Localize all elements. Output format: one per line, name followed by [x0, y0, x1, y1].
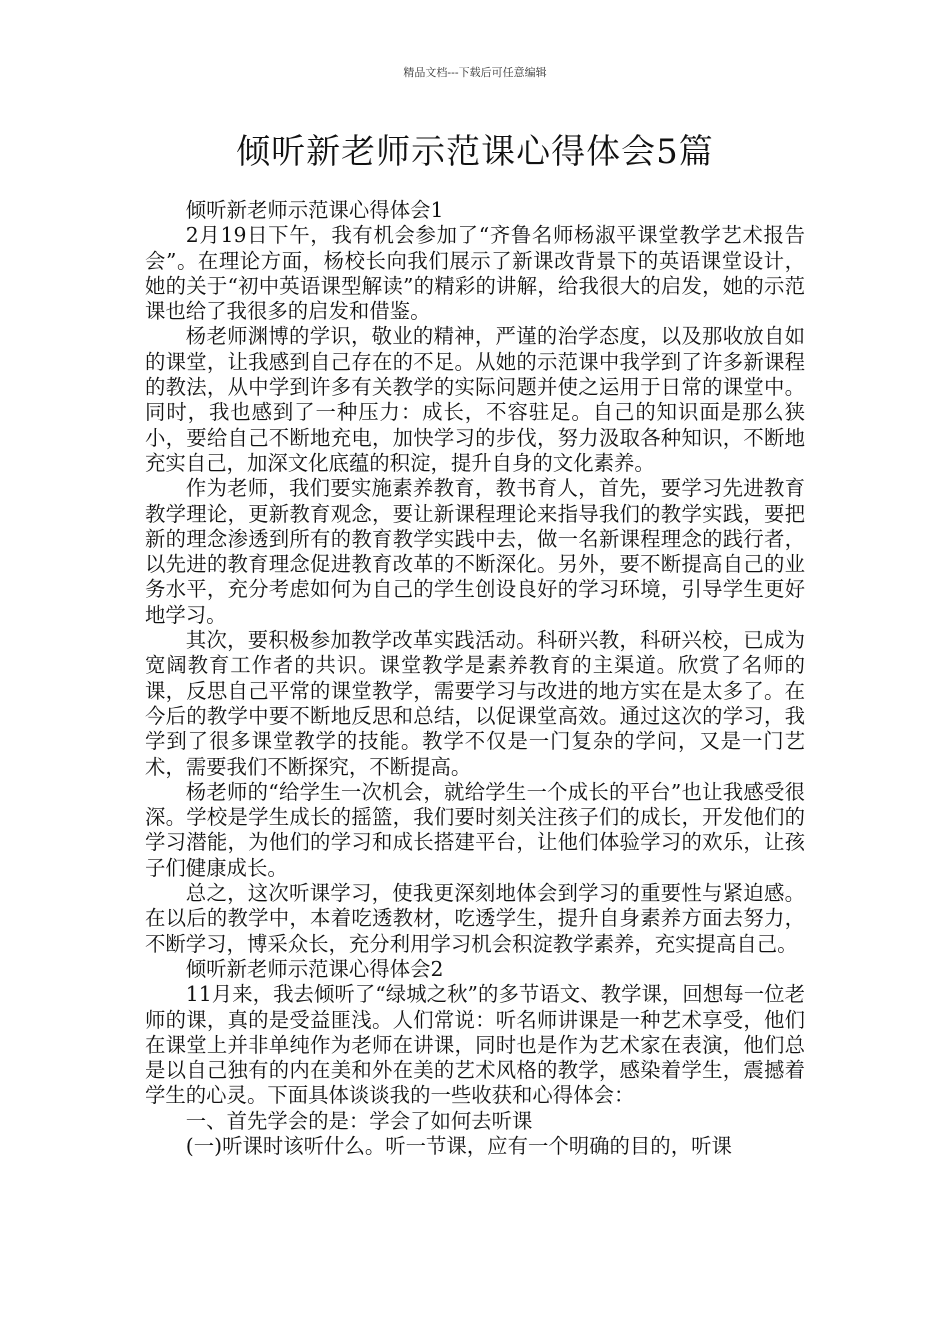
section-heading-1: 倾听新老师示范课心得体会1	[185, 198, 444, 222]
document-title: 倾听新老师示范课心得体会5篇	[236, 132, 714, 172]
paragraph: 总之，这次听课学习，使我更深刻地体会到学习的重要性与紧迫感。在以后的教学中，本着吃透教材，吃透学生，提升自身素养方面去努力，不断学习，博采众长，充分利用学习机会积淀教学素养，充实提高自己。	[145, 881, 805, 956]
paragraph: 作为老师，我们要实施素养教育，教书育人，首先，要学习先进教育教学理论，更新教育观念，要让新课程理论来指导我们的教学实践，要把新的理念渗透到所有的教育教学实践中去，做一名新课程理念的践行者，以先进的教育理念促进教育改革的不断深化。另外，要不断提高自己的业务水平，充分考虑如何为自己的学生创设良好的学习环境，引导学生更好地学习。	[145, 476, 805, 627]
subheading: 一、首先学会的是：学会了如何去听课	[185, 1108, 533, 1133]
paragraph: 2月19日下午，我有机会参加了“齐鲁名师杨淑平课堂教学艺术报告会”。在理论方面，杨校长向我们展示了新课改背景下的英语课堂设计，她的关于“初中英语课型解读”的精彩的讲解，给我很大的启发，她的示范课也给了我很多的启发和借鉴。	[145, 223, 805, 324]
paragraph: 其次，要积极参加教学改革实践活动。科研兴教，科研兴校，已成为宽阔教育工作者的共识。课堂教学是素养教育的主渠道。欣赏了名师的课，反思自己平常的课堂教学，需要学习与改进的地方实在是太多了。在今后的教学中要不断地反思和总结，以促课堂高效。通过这次的学习，我学到了很多课堂教学的技能。教学不仅是一门复杂的学问，又是一门艺术，需要我们不断探究，不断提高。	[145, 628, 805, 779]
paragraph: 11月来，我去倾听了“绿城之秋”的多节语文、教学课，回想每一位老师的课，真的是受益匪浅。人们常说：听名师讲课是一种艺术享受，他们在课堂上并非单纯作为老师在讲课，同时也是作为艺术家在表演，他们总是以自己独有的内在美和外在美的艺术风格的教学，感染着学生，震撼着学生的心灵。下面具体谈谈我的一些收获和心得体会：	[145, 982, 805, 1108]
page-header-note: 精品文档---下载后可任意编辑	[403, 66, 547, 79]
paragraph: 杨老师的“给学生一次机会，就给学生一个成长的平台”也让我感受很深。学校是学生成长的摇篮，我们要时刻关注孩子们的成长，开发他们的学习潜能，为他们的学习和成长搭建平台，让他们体验学习的欢乐，让孩子们健康成长。	[145, 779, 805, 880]
paragraph: (一)听课时该听什么。听一节课，应有一个明确的目的，听课	[185, 1133, 732, 1158]
paragraph: 杨老师渊博的学识，敬业的精神，严谨的治学态度，以及那收放自如的课堂，让我感到自己存在的不足。从她的示范课中我学到了许多新课程的教法，从中学到许多有关教学的实际问题并使之运用于日常的课堂中。同时，我也感到了一种压力：成长，不容驻足。自己的知识面是那么狭小，要给自己不断地充电，加快学习的步伐，努力汲取各种知识，不断地充实自己，加深文化底蕴的积淀，提升自身的文化素养。	[145, 324, 805, 475]
document-body	[145, 198, 805, 1159]
section-heading-2: 倾听新老师示范课心得体会2	[185, 956, 444, 981]
